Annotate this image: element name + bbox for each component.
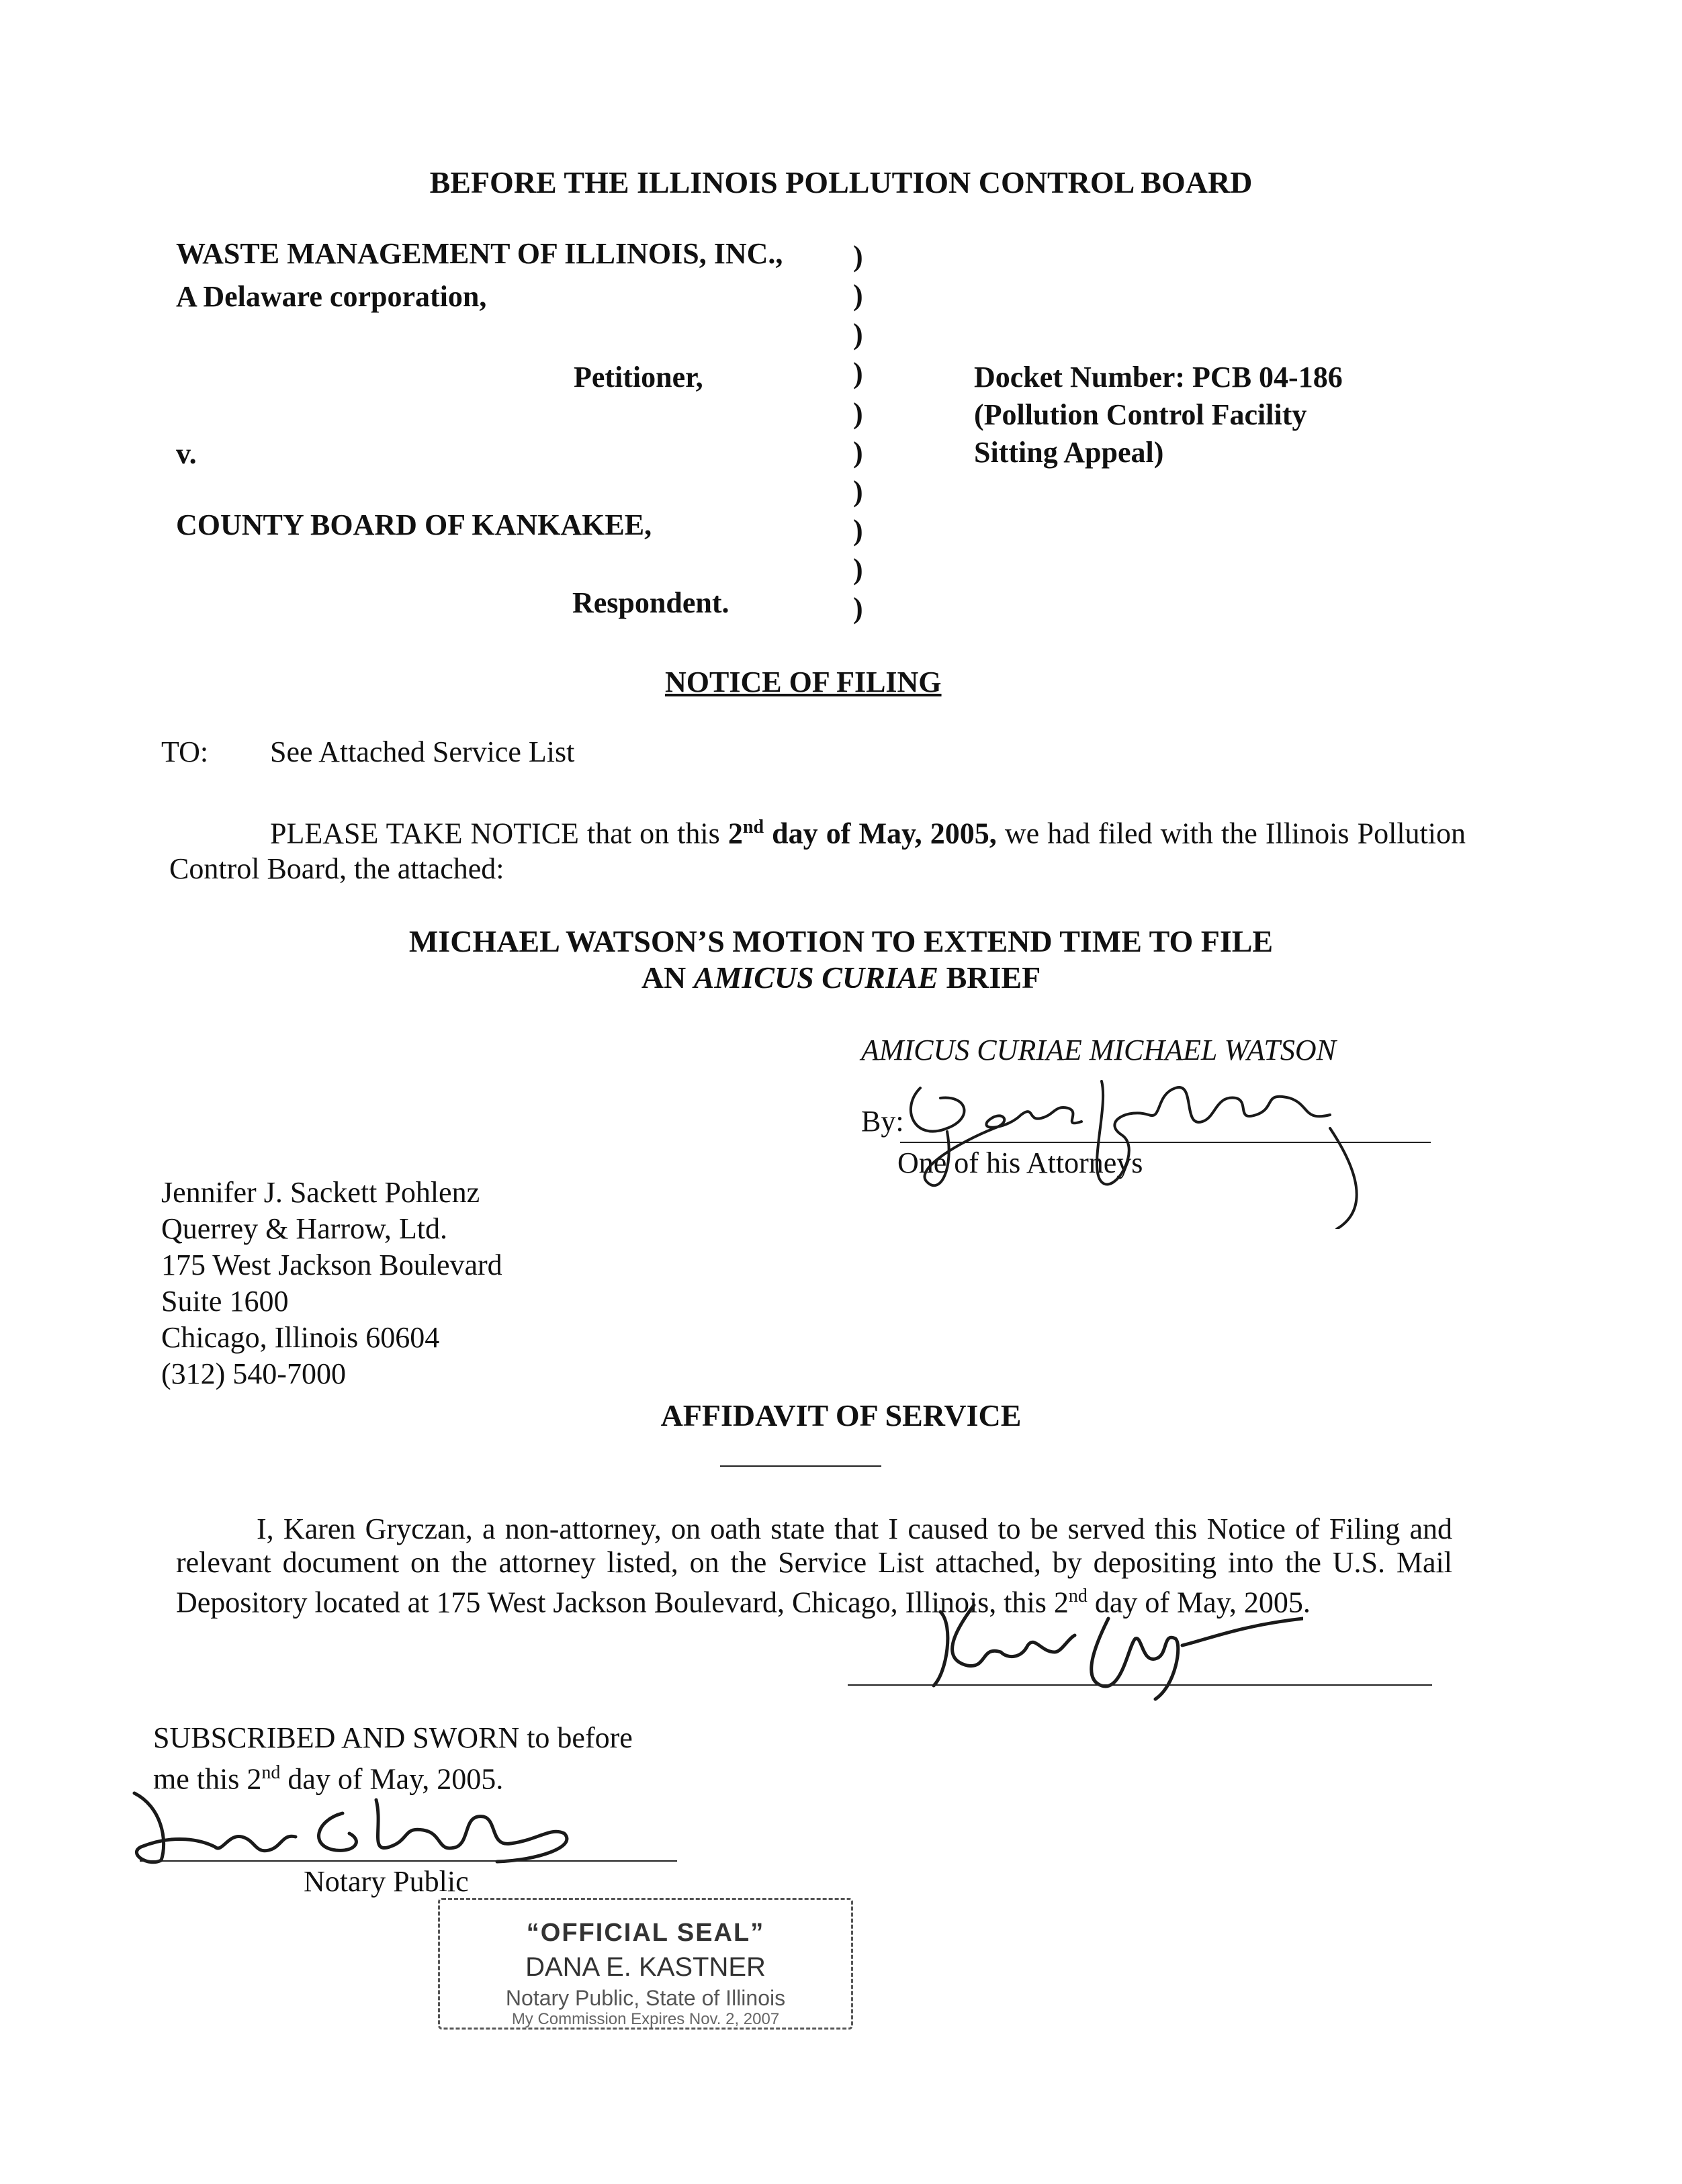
notice-body-pre: PLEASE TAKE NOTICE that on this [270, 817, 728, 850]
to-label: TO: [161, 735, 209, 768]
notary-public-label: Notary Public [304, 1865, 469, 1898]
official-seal [438, 1898, 853, 2030]
caption-paren: ) [853, 436, 863, 469]
attorney-name: Jennifer J. Sackett Pohlenz [161, 1176, 480, 1209]
affidavit-body-post: day of May, 2005. [1087, 1586, 1311, 1619]
caption-paren: ) [853, 592, 863, 625]
sworn-sup: nd [261, 1762, 281, 1783]
caption-paren: ) [853, 357, 863, 390]
notice-body-date: day of May, 2005, [764, 817, 997, 850]
caption-paren: ) [853, 514, 863, 547]
server-signature [927, 1598, 1303, 1706]
caption-paren: ) [853, 397, 863, 430]
docket-line-2: (Pollution Control Facility [974, 398, 1307, 431]
attorney-street: 175 West Jackson Boulevard [161, 1248, 502, 1281]
sworn-line-1: SUBSCRIBED AND SWORN to before [153, 1721, 633, 1754]
motion-amicus-italic: AMICUS CURIAE [693, 960, 939, 995]
affidavit-body-pre: I, Karen Gryczan, a non-attorney, on oath state that I caused to be served this Notice of Filing and relevant document on the attorney listed, on the Service List attached, by depositing into the U.S. Mail Depository located at 175 West Jackson Boulevard, Chicago, Illinois, this 2 [176, 1512, 1452, 1619]
attorney-phone: (312) 540-7000 [161, 1357, 346, 1390]
motion-title-line-1: MICHAEL WATSON’S MOTION TO EXTEND TIME TO FILE [408, 924, 1274, 958]
notice-body [169, 810, 1466, 886]
petitioner-name: WASTE MANAGEMENT OF ILLINOIS, INC., [176, 237, 783, 270]
notice-heading: NOTICE OF FILING [665, 666, 942, 698]
docket-line-3: Sitting Appeal) [974, 436, 1164, 469]
notice-body-post: we had filed with the Illinois Pollution Control Board, the attached: [169, 817, 1466, 885]
notice-body-sup: nd [742, 817, 764, 837]
petitioner-role: Petitioner, [574, 361, 703, 394]
amicus-label: AMICUS CURIAE MICHAEL WATSON [861, 1034, 1336, 1066]
to-value: See Attached Service List [270, 735, 575, 768]
caption-paren: ) [853, 553, 863, 586]
respondent-role: Respondent. [572, 586, 729, 619]
affidavit-heading: AFFIDAVIT OF SERVICE [660, 1398, 1022, 1432]
attorney-suite: Suite 1600 [161, 1285, 289, 1318]
petitioner-description: A Delaware corporation, [176, 280, 487, 313]
server-signature-line [848, 1684, 1432, 1686]
attorney-signature [900, 1068, 1384, 1229]
seal-state: Notary Public, State of Illinois [505, 1986, 786, 2010]
caption-paren: ) [853, 475, 863, 508]
court-title: BEFORE THE ILLINOIS POLLUTION CONTROL BOARD [429, 165, 1253, 199]
affidavit-body-sup: nd [1068, 1586, 1088, 1606]
motion-brief: BRIEF [938, 960, 1041, 995]
caption-paren: ) [853, 279, 863, 312]
seal-title: “OFFICIAL SEAL” [526, 1919, 765, 1947]
seal-expiry: My Commission Expires Nov. 2, 2007 [511, 2010, 780, 2028]
motion-title-line-2 [0, 959, 1682, 997]
affidavit-rule [720, 1465, 881, 1467]
notice-body-day: 2 [727, 817, 743, 850]
docket-number: Docket Number: PCB 04-186 [974, 361, 1343, 394]
attorney-city: Chicago, Illinois 60604 [161, 1321, 440, 1354]
attorney-firm: Querrey & Harrow, Ltd. [161, 1212, 447, 1245]
one-of-his-attorneys: One of his Attorneys [897, 1146, 1143, 1179]
seal-name: DANA E. KASTNER [525, 1952, 766, 1982]
by-label: By: [861, 1105, 904, 1138]
sworn-me-this: me this 2 [153, 1762, 262, 1796]
versus: v. [176, 437, 197, 470]
sworn-date: day of May, 2005. [280, 1762, 504, 1796]
caption-paren: ) [853, 240, 863, 273]
caption-paren: ) [853, 318, 863, 351]
motion-an: AN [641, 960, 694, 995]
notary-signature-line [140, 1860, 677, 1862]
respondent-name: COUNTY BOARD OF KANKAKEE, [176, 508, 652, 541]
